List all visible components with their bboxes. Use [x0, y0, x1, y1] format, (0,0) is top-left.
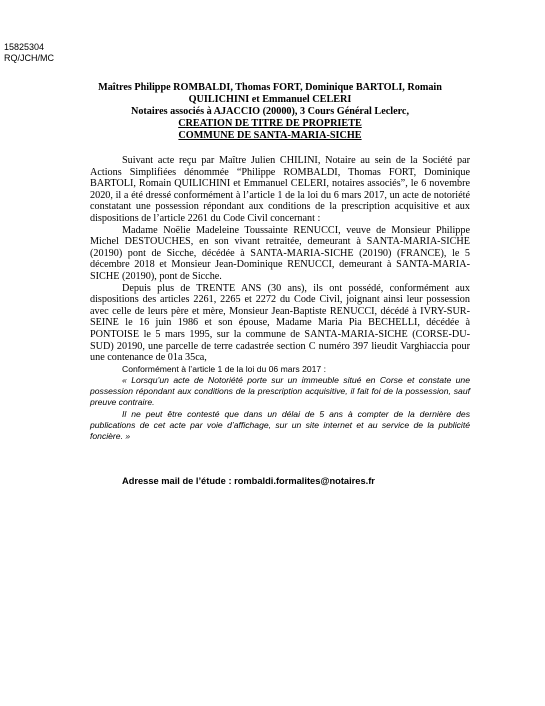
office-email: Adresse mail de l’étude : rombaldi.formalites@notaires.fr	[122, 476, 375, 486]
header-title: CREATION DE TITRE DE PROPRIETE	[178, 118, 362, 129]
reference-block	[4, 42, 54, 64]
header-line-2: QUILICHINI et Emmanuel CELERI	[188, 94, 352, 105]
paragraph-possession: Depuis plus de TRENTE ANS (30 ans), ils ont possédé, conformément aux dispositions des articles 2261, 2265 et 2272 du Code Civil, joignant ainsi leur possession avec celle de leurs père et mère, Monsieur Jean-Baptiste RENUCCI, décédé à IVRY-SUR-SEINE le 16 juin 1986 et son épouse, Madame Maria Pia BECHELLI, décédée à PONTOISE le 5 mars 1995, sur la commune de SANTA-MARIA-SICHE (CORSE-DU-SUD) 20190, une parcelle de terre cadastrée section C numéro 397 lieudit Varghiaccia pour une contenance de 01a 35ca,	[90, 282, 470, 364]
header-commune: COMMUNE DE SANTA-MARIA-SICHE	[178, 130, 362, 141]
reference-code: RQ/JCH/MC	[4, 53, 54, 63]
quote-paragraph-1: « Lorsqu’un acte de Notoriété porte sur un immeuble situé en Corse et constate une possession répondant aux conditions de la prescription acquisitive, il fait foi de la possession, sauf preuve contraire.	[90, 374, 470, 408]
paragraph-intro: Suivant acte reçu par Maître Julien CHILINI, Notaire au sein de la Société par Actions Simplifiées dénommée “Philippe ROMBALDI, Thomas FORT, Dominique BARTOLI, Romain QUILICHINI et Emmanuel CELERI, notaires associés”, le 6 novembre 2020, il a été dressé conformément à l’article 1 de la loi du 6 mars 2017, un acte de notoriété constatant une possession répondant aux conditions de la prescription acquisitive et aux dispositions de l’article 2261 du Code Civil concernant :	[90, 155, 470, 224]
notice-body	[90, 155, 470, 442]
legal-reference: Conformément à l’article 1 de la loi du 06 mars 2017 :	[122, 363, 326, 374]
quote-paragraph-2: Il ne peut être contesté que dans un délai de 5 ans à compter de la dernière des publications de cet acte par voie d’affichage, sur un site internet et au service de la publicité foncière. »	[90, 408, 470, 441]
paragraph-parties: Madame Noëlie Madeleine Toussainte RENUCCI, veuve de Monsieur Philippe Michel DESTOUCHES, en son vivant retraitée, demeurant à SANTA-MARIA-SICHE (20190) pont de Sicche, décédée à SANTA-MARIA-SICHE (20190) (FRANCE), le 5 décembre 2018 et Monsieur Jean-Dominique RENUCCI, demeurant à SANTA-MARIA-SICHE (20190), pont de Sicche.	[90, 224, 470, 282]
header-line-3: Notaires associés à AJACCIO (20000), 3 Cours Général Leclerc,	[130, 106, 410, 117]
reference-number: 15825304	[4, 42, 45, 52]
header-line-1: Maîtres Philippe ROMBALDI, Thomas FORT, Dominique BARTOLI, Romain	[98, 82, 442, 93]
notary-header	[80, 82, 460, 142]
